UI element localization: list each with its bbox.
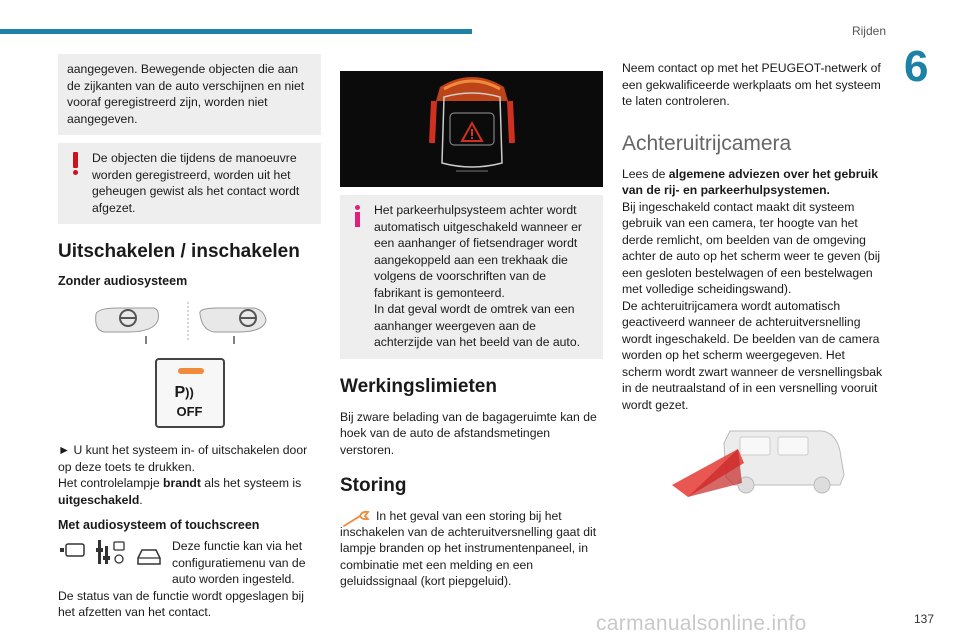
camera-description: Bij ingeschakeld contact maakt dit systeem gebruik van een camera, ter hoogte van het derde remlicht, om beelden van de omgeving achter de auto op het scherm weer te geven (bij een gesloten bestelwagen of een bestelwagen met volledige scheidingswand). — [622, 199, 881, 296]
instruction-toggle: ► U kunt het systeem in- of uitschakelen door op deze toets te drukken. — [58, 443, 308, 474]
camera-activation: De achteruitrijcamera wordt automatisch geactiveerd wanneer de achteruitversnelling wordt ingeschakeld. De beelden van de camera worden op het scherm weergegeven. Het scherm wordt zwart wanneer de versnellingsbak in de neutraalstand of in een versnelling vooruit wordt gezet. — [622, 298, 883, 412]
parking-sensor-icon: P)) — [174, 384, 194, 401]
touchscreen-config-text: Deze functie kan via het configuratiemenu van de auto worden ingesteld. — [172, 539, 306, 586]
section-heading-werkingslimieten: Werkingslimieten — [340, 375, 497, 397]
watermark: carmanualsonline.info — [596, 612, 807, 635]
lamp-status-paragraph: Het controlelampje brandt als het systeem is uitgeschakeld. — [58, 476, 302, 507]
warning-box — [58, 143, 321, 224]
info-text-first: Het parkeerhulpsysteem achter wordt — [374, 203, 577, 217]
settings-menu-icon — [58, 538, 163, 570]
van-rear-camera-icon — [622, 423, 885, 503]
section-heading-storing: Storing — [340, 475, 407, 496]
warning-text-first: De objecten die tijdens de manoeuvre — [92, 151, 297, 165]
warning-exclamation-icon — [72, 152, 80, 175]
column-left — [58, 54, 321, 621]
header-accent-bar — [0, 29, 472, 34]
steering-wheel-positions-icon — [58, 300, 321, 352]
info-box — [340, 195, 603, 359]
note-text: aangegeven. Bewegende objecten die aan de zijkanten van de auto verschijnen en niet vooraf geregistreerd zijn, worden niet aangegeven. — [67, 62, 305, 126]
subheading-met-audio: Met audiosysteem of touchscreen — [58, 518, 260, 532]
subheading-zonder-audio: Zonder audiosysteem — [58, 274, 188, 288]
storing-text-rest: inschakelen van de achteruitversnelling gaat dit lampje branden op het instrumentenpaneel, in combinatie met een melding en een geluidssignaal (kort piepgeluid). — [340, 524, 597, 588]
chapter-number: 6 — [904, 42, 929, 91]
car-top-view-sensor-icon — [340, 71, 603, 187]
section-heading-achteruitrijcamera: Achteruitrijcamera — [622, 131, 792, 155]
rear-park-assist-display-figure — [340, 71, 603, 187]
info-text-rest2: In dat geval wordt de omtrek van een aanhanger weergeven aan de achterzijde van het beeld van de auto. — [374, 302, 580, 349]
storing-text-first: In het geval van een storing bij het — [376, 509, 562, 523]
warning-text-rest: worden geregistreerd, worden uit het geheugen gewist als het contact wordt afgezet. — [92, 167, 300, 215]
camera-intro: Lees de algemene adviezen over het gebruik van de rij- en parkeerhulpsystemen. — [622, 166, 879, 197]
section-heading-uitschakelen: Uitschakelen / inschakelen — [58, 241, 300, 262]
storing-block — [340, 508, 603, 590]
page-number: 137 — [913, 612, 934, 626]
info-text-rest: automatisch uitgeschakeld wanneer er een aanhanger of fietsendrager wordt aangekoppeld aan een trekhaak die volgens de voorschriften van de fabrikant is gemonteerd. — [374, 219, 582, 300]
column-middle — [340, 54, 603, 590]
touchscreen-menu-icons — [58, 538, 163, 570]
mirror-control-figure — [58, 300, 321, 352]
note-box-continued — [58, 54, 321, 135]
column-right — [622, 54, 885, 503]
touchscreen-config-block — [58, 538, 321, 588]
info-i-icon — [354, 205, 362, 227]
contact-network-text: Neem contact op met het PEUGEOT-netwerk of een gekwalificeerde werkplaats om het systeem te laten controleren. — [622, 61, 881, 108]
van-camera-figure — [622, 423, 885, 503]
werkingslimieten-text: Bij zware belading van de bagageruimte kan de hoek van de auto de afstandsmetingen verstoren. — [340, 409, 597, 457]
park-assist-off-button-figure — [155, 358, 225, 428]
wrench-icon — [342, 510, 372, 530]
off-label: OFF — [176, 404, 203, 419]
status-memory-text: De status van de functie wordt opgeslagen bij het afzetten van het contact. — [58, 588, 304, 619]
indicator-lamp — [178, 368, 204, 374]
section-title: Rijden — [851, 24, 886, 38]
